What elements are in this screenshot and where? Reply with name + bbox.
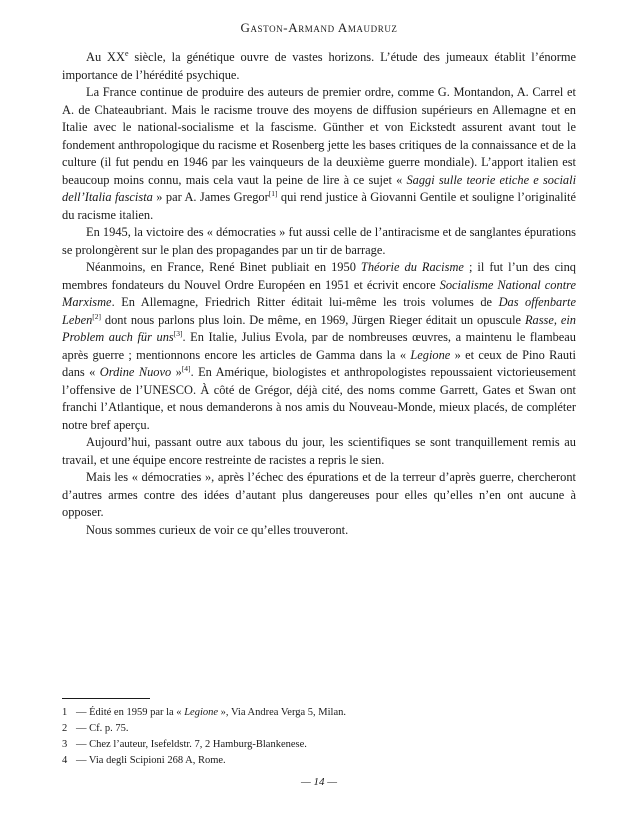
publication-title: Legione (184, 707, 219, 718)
footnote-number: 3 (62, 739, 68, 750)
text-run: . En Amérique, biologistes et anthropologistes repoussaient victorieusement l’offensive de l’UNESCO. À côté de Grégor, déjà cité, des noms comme Garrett, Gates et Swan ont franchi l’Atlantique, et nous demanderons à nos amis du Nouveau-Monde, mieux placés, de compléter notre bref aperçu. (62, 365, 576, 432)
text-run: — Édité en 1959 par la « (76, 707, 185, 718)
text-run: . En Allemagne, Friedrich Ritter éditait lui-même les trois volumes de (111, 295, 499, 309)
footnote-1 (62, 705, 576, 721)
footnote-ref-1[interactable]: [1] (268, 188, 278, 198)
text-run: siècle, la génétique ouvre de vastes horizons. L’étude des jumeaux établit l’énorme importance de l’hérédité psychique. (62, 50, 577, 82)
book-title: Rasse, ein Problem auch für uns (62, 312, 576, 344)
footnote-text: — Chez l’auteur, Isefeldstr. 7, 2 Hamburg-Blankenese. (76, 739, 307, 750)
book-title: Saggi sulle teorie etiche e sociali dell’Italia fascista (62, 172, 577, 204)
paragraph-1 (62, 49, 576, 84)
footnote-separator (62, 698, 150, 699)
text-run: qui rend justice à Giovanni Gentile et souligne l’originalité du racisme italien. (62, 190, 576, 222)
paragraph-3: En 1945, la victoire des « démocraties » fut aussi celle de l’antiracisme et de sanglantes épurations se prolongèrent sur le plan des propagandes par un tir de barrage. (62, 225, 576, 257)
footnote-ref-4[interactable]: [4] (181, 363, 191, 373)
text-run: », Via Andrea Verga 5, Milan. (218, 707, 346, 718)
publication-title: Legione (410, 347, 451, 362)
text-run: ; il fut l’un des cinq membres fondateurs du Nouvel Ordre Européen en 1951 et écrivit encore (62, 260, 576, 292)
text-run: La France continue de produire des auteurs de premier ordre, comme G. Montandon, A. Carrel et A. de Chateaubriant. Mais le racisme trouve des moyens de diffusion supérieurs en Allemagne et en Italie avec le national-socialisme et la fascisme. Günther et von Eickstedt assurent avant tout le fondement anthropologique du racisme et Rosenberg jette les bases critiques de la connaissance et de la culture (il fut pendu en 1946 par les vainqueurs de la deuxième guerre mondiale). L’apport italien est beaucoup moins connu, mais cela vaut la peine de lire à ce sujet « (62, 85, 576, 187)
text-run: . En Italie, Julius Evola, par de nombreuses œuvres, a maintenu le flambeau après guerre ; mentionnons encore les articles de Gamma dans la « (62, 330, 576, 362)
text-run: dont nous parlons plus loin. De même, en 1969, Jürgen Rieger éditait un opuscule (101, 312, 525, 327)
main-text (62, 49, 576, 539)
paragraph-4 (62, 259, 576, 434)
footnote-ref-2[interactable]: [2] (92, 311, 102, 321)
text-run: Néanmoins, en France, René Binet publiait en 1950 (86, 260, 361, 274)
paragraph-2 (62, 84, 576, 224)
text-run: Au XX (86, 50, 125, 64)
text-run: » et ceux de Pino Rauti dans « (62, 347, 576, 379)
text-run: » (171, 365, 182, 379)
book-title: Théorie du Racisme (360, 260, 464, 274)
paragraph-5: Aujourd’hui, passant outre aux tabous du jour, les scientifiques se sont tranquillement remis au travail, et une équipe encore restreinte de racistes a repris le sien. (62, 435, 576, 467)
footnote-ref-3[interactable]: [3] (173, 328, 183, 338)
footnote-3 (62, 737, 576, 753)
page-number: — 14 — (300, 776, 338, 788)
running-header: Gaston-Armand Amaudruz (240, 20, 398, 35)
footnote-2 (62, 721, 576, 737)
footnote-4 (62, 753, 576, 769)
superscript: e (124, 48, 129, 58)
book-title: Das offenbarte Leben (62, 295, 576, 327)
footnote-number: 2 (62, 723, 68, 734)
book-title: Socialisme National contre Marxisme (62, 277, 576, 309)
paragraph-6: Mais les « démocraties », après l’échec des épurations et de la terreur d’après guerre, chercheront d’autres armes contre des idées d’autant plus dangereuses pour elles qu’elles n’en ont aucune à opposer. (62, 470, 576, 519)
footnote-number: 1 (62, 707, 68, 718)
text-run: » par A. James Gregor (152, 190, 269, 204)
footnote-text: — Cf. p. 75. (76, 723, 129, 734)
publication-title: Ordine Nuovo (99, 365, 172, 379)
footnote-text: — Via degli Scipioni 268 A, Rome. (76, 755, 226, 766)
footnote-number: 4 (62, 755, 68, 766)
footnotes (62, 705, 576, 769)
paragraph-7: Nous sommes curieux de voir ce qu’elles trouveront. (86, 522, 349, 537)
